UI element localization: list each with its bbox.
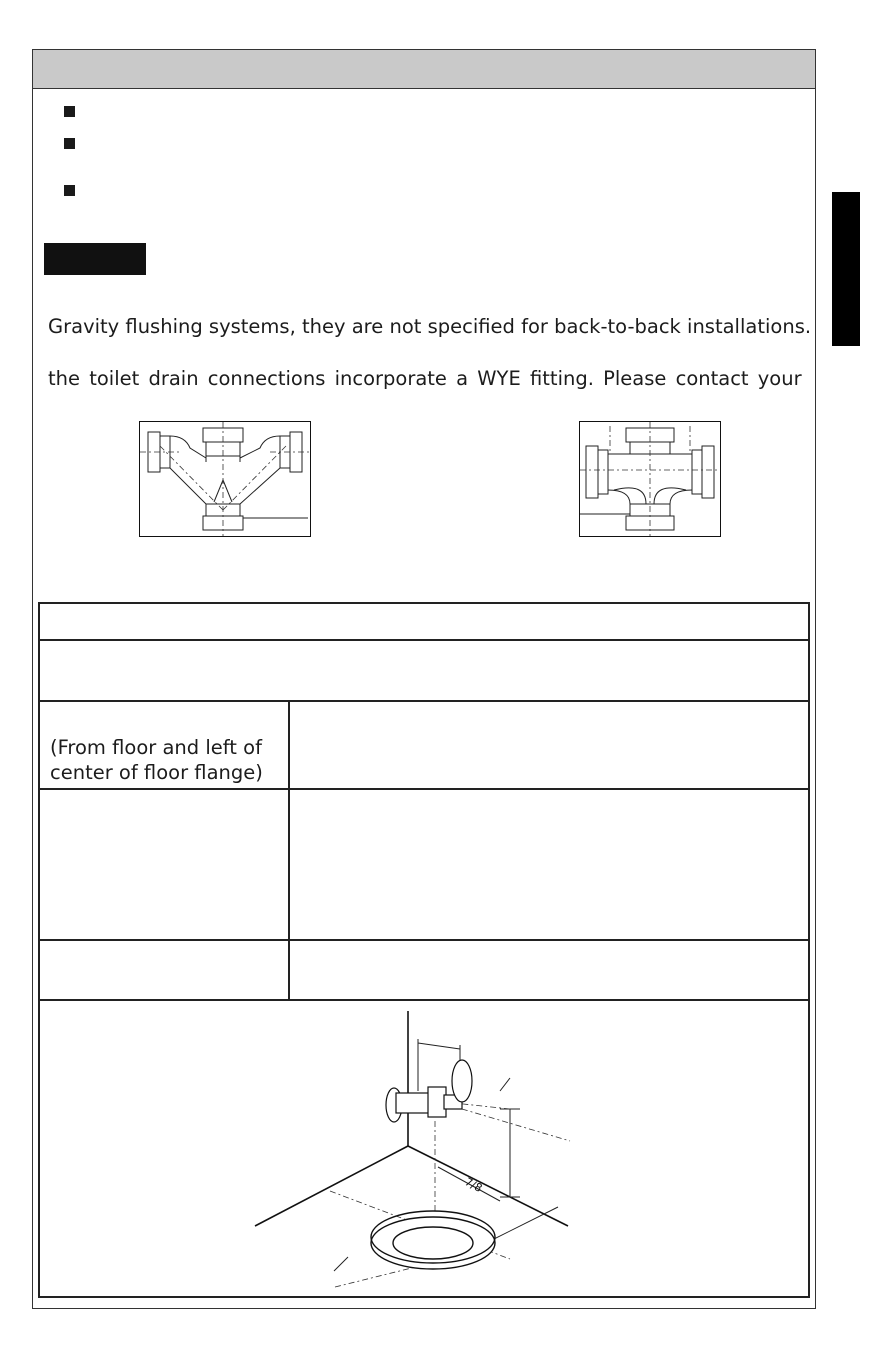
table-cell-line-1: (From floor and left of	[50, 736, 262, 759]
notice-label	[44, 243, 146, 275]
spec-table	[38, 602, 810, 1298]
sanitary-tee-drawing	[580, 422, 720, 536]
wye-fitting-figure	[139, 421, 311, 537]
sanitary-tee-figure	[579, 421, 721, 537]
fraction-label: 7/8	[462, 1175, 485, 1195]
table-column-divider	[288, 700, 290, 1000]
table-divider	[40, 639, 808, 641]
table-divider	[40, 700, 808, 702]
section-header-bar	[33, 50, 815, 89]
wye-fitting-drawing	[140, 422, 310, 536]
bullet-square-icon	[64, 185, 75, 196]
bullet-square-icon	[64, 138, 75, 149]
paragraph-line-1: Gravity flushing systems, they are not specified for back-to-back installations.	[48, 315, 812, 338]
bullet-square-icon	[64, 106, 75, 117]
installation-diagram	[40, 1001, 808, 1296]
side-tab	[832, 192, 860, 346]
paragraph-line-2: the toilet drain connections incorporate a WYE fitting. Please contact your	[48, 367, 802, 390]
table-cell-line-2: center of floor flange)	[50, 761, 263, 784]
table-divider	[40, 939, 808, 941]
table-divider	[40, 788, 808, 790]
